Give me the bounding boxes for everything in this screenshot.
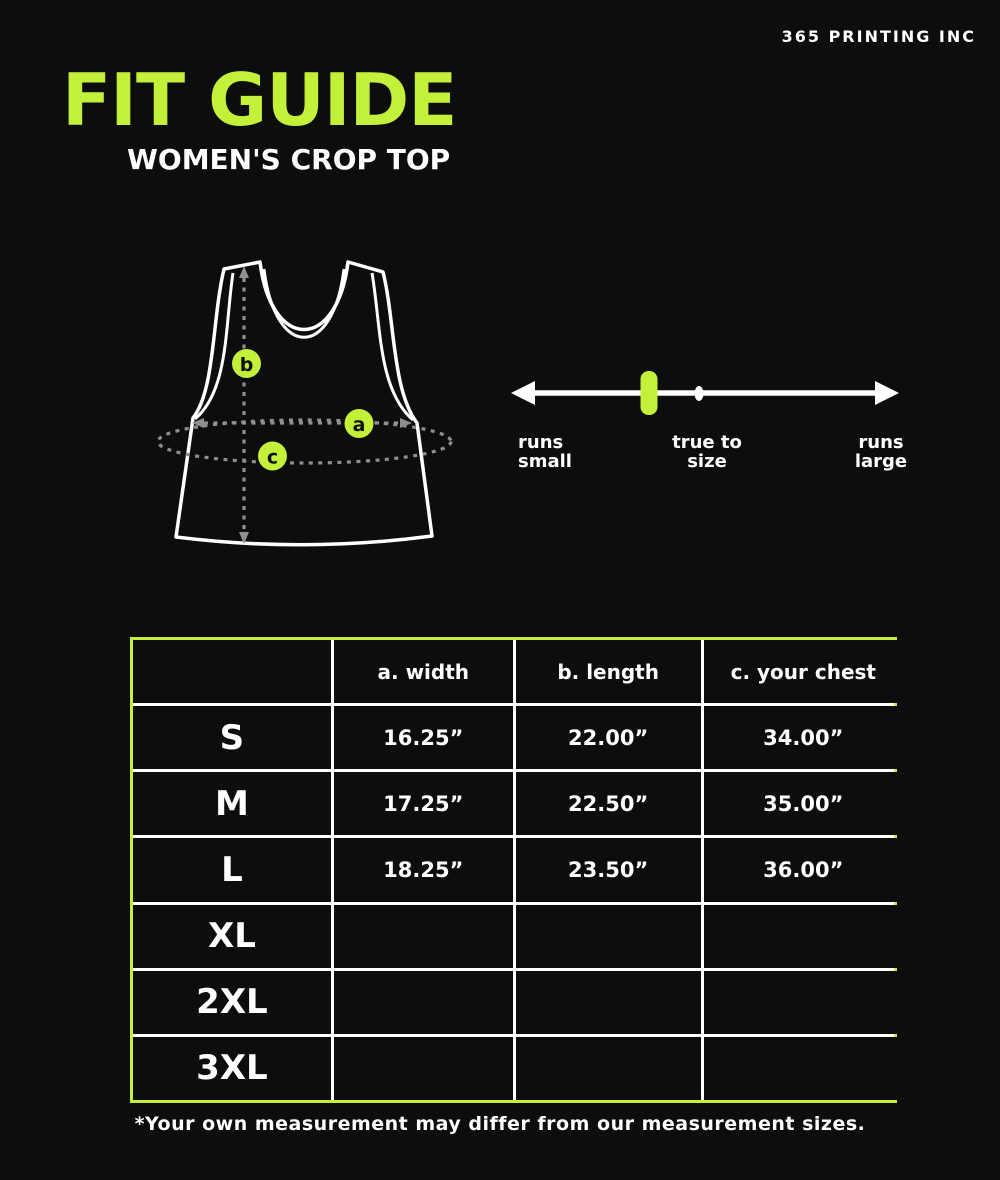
- marker-a: [345, 409, 374, 438]
- scale-label-true-to-size: [647, 433, 767, 472]
- width-cell: [334, 971, 513, 1034]
- size-cell: 3XL: [133, 1037, 331, 1100]
- width-cell: [334, 905, 513, 968]
- length-cell: [516, 1037, 701, 1100]
- size-cell: 2XL: [133, 971, 331, 1034]
- tank-top-outline: [176, 262, 432, 545]
- header-width: a. width: [334, 640, 513, 703]
- scale-label-line: runs: [858, 432, 904, 453]
- scale-label-line: small: [518, 451, 572, 473]
- chest-cell: [704, 905, 903, 968]
- scale-label-runs-small: [518, 433, 572, 472]
- scale-arrow: [505, 371, 905, 415]
- true-to-size-dot: [695, 386, 704, 401]
- size-cell: S: [133, 706, 331, 769]
- scale-label-line: size: [687, 451, 727, 473]
- crop-top-diagram: [140, 240, 480, 560]
- size-cell: M: [133, 772, 331, 835]
- header-chest: c. your chest: [704, 640, 903, 703]
- scale-label-line: true to: [672, 432, 742, 453]
- marker-c: [258, 442, 287, 471]
- scale-label-line: runs: [518, 432, 564, 453]
- scale-label-runs-large: [828, 433, 934, 472]
- brand-text: 365 PRINTING INC: [781, 27, 976, 46]
- fit-scale-track: [505, 371, 905, 415]
- size-table: [130, 637, 897, 1103]
- fit-indicator: [641, 371, 658, 415]
- page-title: FIT GUIDE: [62, 58, 457, 142]
- size-cell: XL: [133, 905, 331, 968]
- header-size: [133, 640, 331, 703]
- chest-cell: [704, 971, 903, 1034]
- length-cell: [516, 905, 701, 968]
- footnote: *Your own measurement may differ from our measurement sizes.: [134, 1113, 866, 1135]
- marker-b-label: b: [239, 354, 254, 376]
- length-cell: 22.50”: [516, 772, 701, 835]
- scale-label-line: large: [854, 451, 908, 473]
- width-cell: 16.25”: [334, 706, 513, 769]
- chest-cell: 35.00”: [704, 772, 903, 835]
- marker-a-label: a: [352, 414, 366, 436]
- marker-b: [232, 349, 261, 378]
- size-table-grid: [133, 640, 894, 1100]
- length-cell: 22.00”: [516, 706, 701, 769]
- length-cell: [516, 971, 701, 1034]
- chest-cell: 34.00”: [704, 706, 903, 769]
- page-subtitle: WOMEN'S CROP TOP: [127, 143, 451, 176]
- marker-c-label: c: [266, 446, 279, 469]
- chest-cell: 36.00”: [704, 838, 903, 901]
- width-cell: [334, 1037, 513, 1100]
- width-cell: 17.25”: [334, 772, 513, 835]
- chest-cell: [704, 1037, 903, 1100]
- size-cell: L: [133, 838, 331, 901]
- length-cell: 23.50”: [516, 838, 701, 901]
- width-cell: 18.25”: [334, 838, 513, 901]
- header-length: b. length: [516, 640, 701, 703]
